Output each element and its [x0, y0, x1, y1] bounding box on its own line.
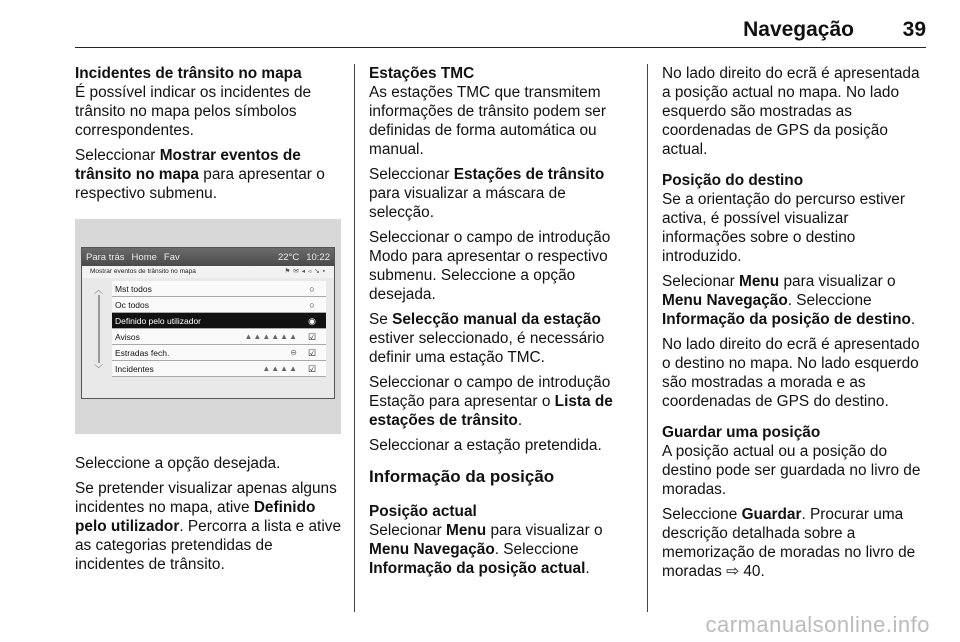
list-item[interactable]: Estradas fech. ⊖ ☑	[112, 345, 326, 361]
paragraph: Seleccionar Mostrar eventos de trânsito no mapa para apresentar o respectivo submenu.	[75, 147, 325, 202]
temperature: 22°C	[277, 251, 300, 263]
screenshot-figure	[75, 219, 341, 434]
paragraph: Seleccionar Estações de trânsito para visualizar a máscara de selecção.	[369, 166, 605, 221]
paragraph: No lado direito do ecrã é apresentada a posição actual no mapa. No lado esquerdo são mostradas as coordenadas de GPS da posição actual.	[662, 65, 920, 158]
heading: Posição do destino Se a orientação do percurso estiver activa, é possível visualizar informações sobre o destino introduzido.	[662, 172, 905, 265]
list-item[interactable]: Mst todos ○	[112, 281, 326, 297]
road-closed-icon: ⊖	[290, 347, 298, 357]
column-divider	[647, 64, 648, 612]
page-reference[interactable]: 40.	[743, 563, 765, 580]
page-number: 39	[902, 18, 926, 41]
scrollbar[interactable]	[92, 281, 106, 379]
status-icons: ⚑✉◂◃↘▪	[284, 268, 328, 275]
scroll-up-icon[interactable]: ︿	[94, 285, 104, 295]
list-item[interactable]: Oc todos ○	[112, 297, 326, 313]
list-item[interactable]: Incidentes ▲▲▲▲ ☑	[112, 361, 326, 377]
paragraph: Seleccionar o campo de introdução Estação para apresentar o Lista de estações de trânsito.	[369, 374, 613, 429]
scroll-down-icon[interactable]: ﹀	[94, 364, 104, 374]
list-item-selected[interactable]: Definido pelo utilizador ◉	[112, 313, 326, 329]
radio-icon: ○	[309, 283, 315, 294]
header-title: Navegação	[743, 18, 854, 41]
watermark: carmanualsonline.info	[705, 612, 930, 637]
incident-icons: ▲▲▲▲	[262, 363, 298, 373]
heading: Incidentes de trânsito no mapa É possível indicar os incidentes de trânsito no mapa pelos símbolos correspondentes.	[75, 65, 312, 139]
heading: Posição actual Selecionar Menu para visualizar o Menu Navegação. Seleccione Informação da posição actual.	[369, 503, 603, 577]
checkbox-icon: ☑	[307, 363, 317, 374]
heading: Guardar uma posição A posição actual ou a posição do destino pode ser guardada no livro de moradas.	[662, 424, 921, 498]
radio-icon: ○	[309, 299, 315, 310]
section-heading: Informação da posição	[369, 467, 555, 486]
column-1	[75, 64, 341, 580]
heading: Estações TMC As estações TMC que transmitem informações de trânsito podem ser definidas de forma automática ou manual.	[369, 65, 606, 158]
column-divider	[354, 64, 355, 612]
paragraph: Seleccione Guardar. Procurar uma descrição detalhada sobre a memorização de moradas no livro de moradas ⇨ 40.	[662, 506, 916, 580]
back-button[interactable]: Para trás	[86, 251, 125, 263]
checkbox-icon: ☑	[307, 347, 317, 358]
page-ref-icon: ⇨	[726, 563, 740, 580]
submenu-title: Mostrar eventos de trânsito no mapa	[90, 268, 196, 275]
checkbox-icon: ☑	[307, 331, 317, 342]
paragraph: No lado direito do ecrã é apresentado o destino no mapa. No lado esquerdo são mostradas a morada e as coordenadas de GPS do destino.	[662, 336, 920, 410]
scroll-track[interactable]	[98, 295, 100, 363]
paragraph: Se pretender visualizar apenas alguns incidentes no mapa, ative Definido pelo utilizador. Percorra a lista e ative as categorias pretendidas de incidentes de trânsito.	[75, 480, 341, 573]
column-3	[662, 64, 928, 587]
paragraph: Seleccione a opção desejada.	[75, 455, 281, 472]
option-list	[112, 281, 326, 377]
paragraph: Seleccionar a estação pretendida.	[369, 437, 602, 454]
paragraph: Seleccionar o campo de introdução Modo para apresentar o respectivo submenu. Seleccione a opção desejada.	[369, 229, 611, 303]
infotainment-screen	[81, 247, 335, 399]
paragraph: Selecionar Menu para visualizar o Menu Navegação. Seleccione Informação da posição de destino.	[662, 273, 916, 328]
submenu-title-bar	[82, 266, 334, 278]
column-2	[369, 64, 633, 584]
paragraph: Se Selecção manual da estação estiver seleccionado, é necessário definir uma estação TMC.	[369, 311, 605, 366]
home-button[interactable]: Home	[131, 251, 157, 263]
clock: 10:22	[306, 251, 330, 263]
top-bar	[82, 248, 334, 266]
fav-button[interactable]: Fav	[163, 251, 180, 263]
radio-selected-icon: ◉	[308, 315, 316, 326]
list-item[interactable]: Avisos ▲▲▲▲▲▲ ☑	[112, 329, 326, 345]
page-header	[75, 0, 926, 48]
warning-icons: ▲▲▲▲▲▲	[244, 331, 298, 341]
